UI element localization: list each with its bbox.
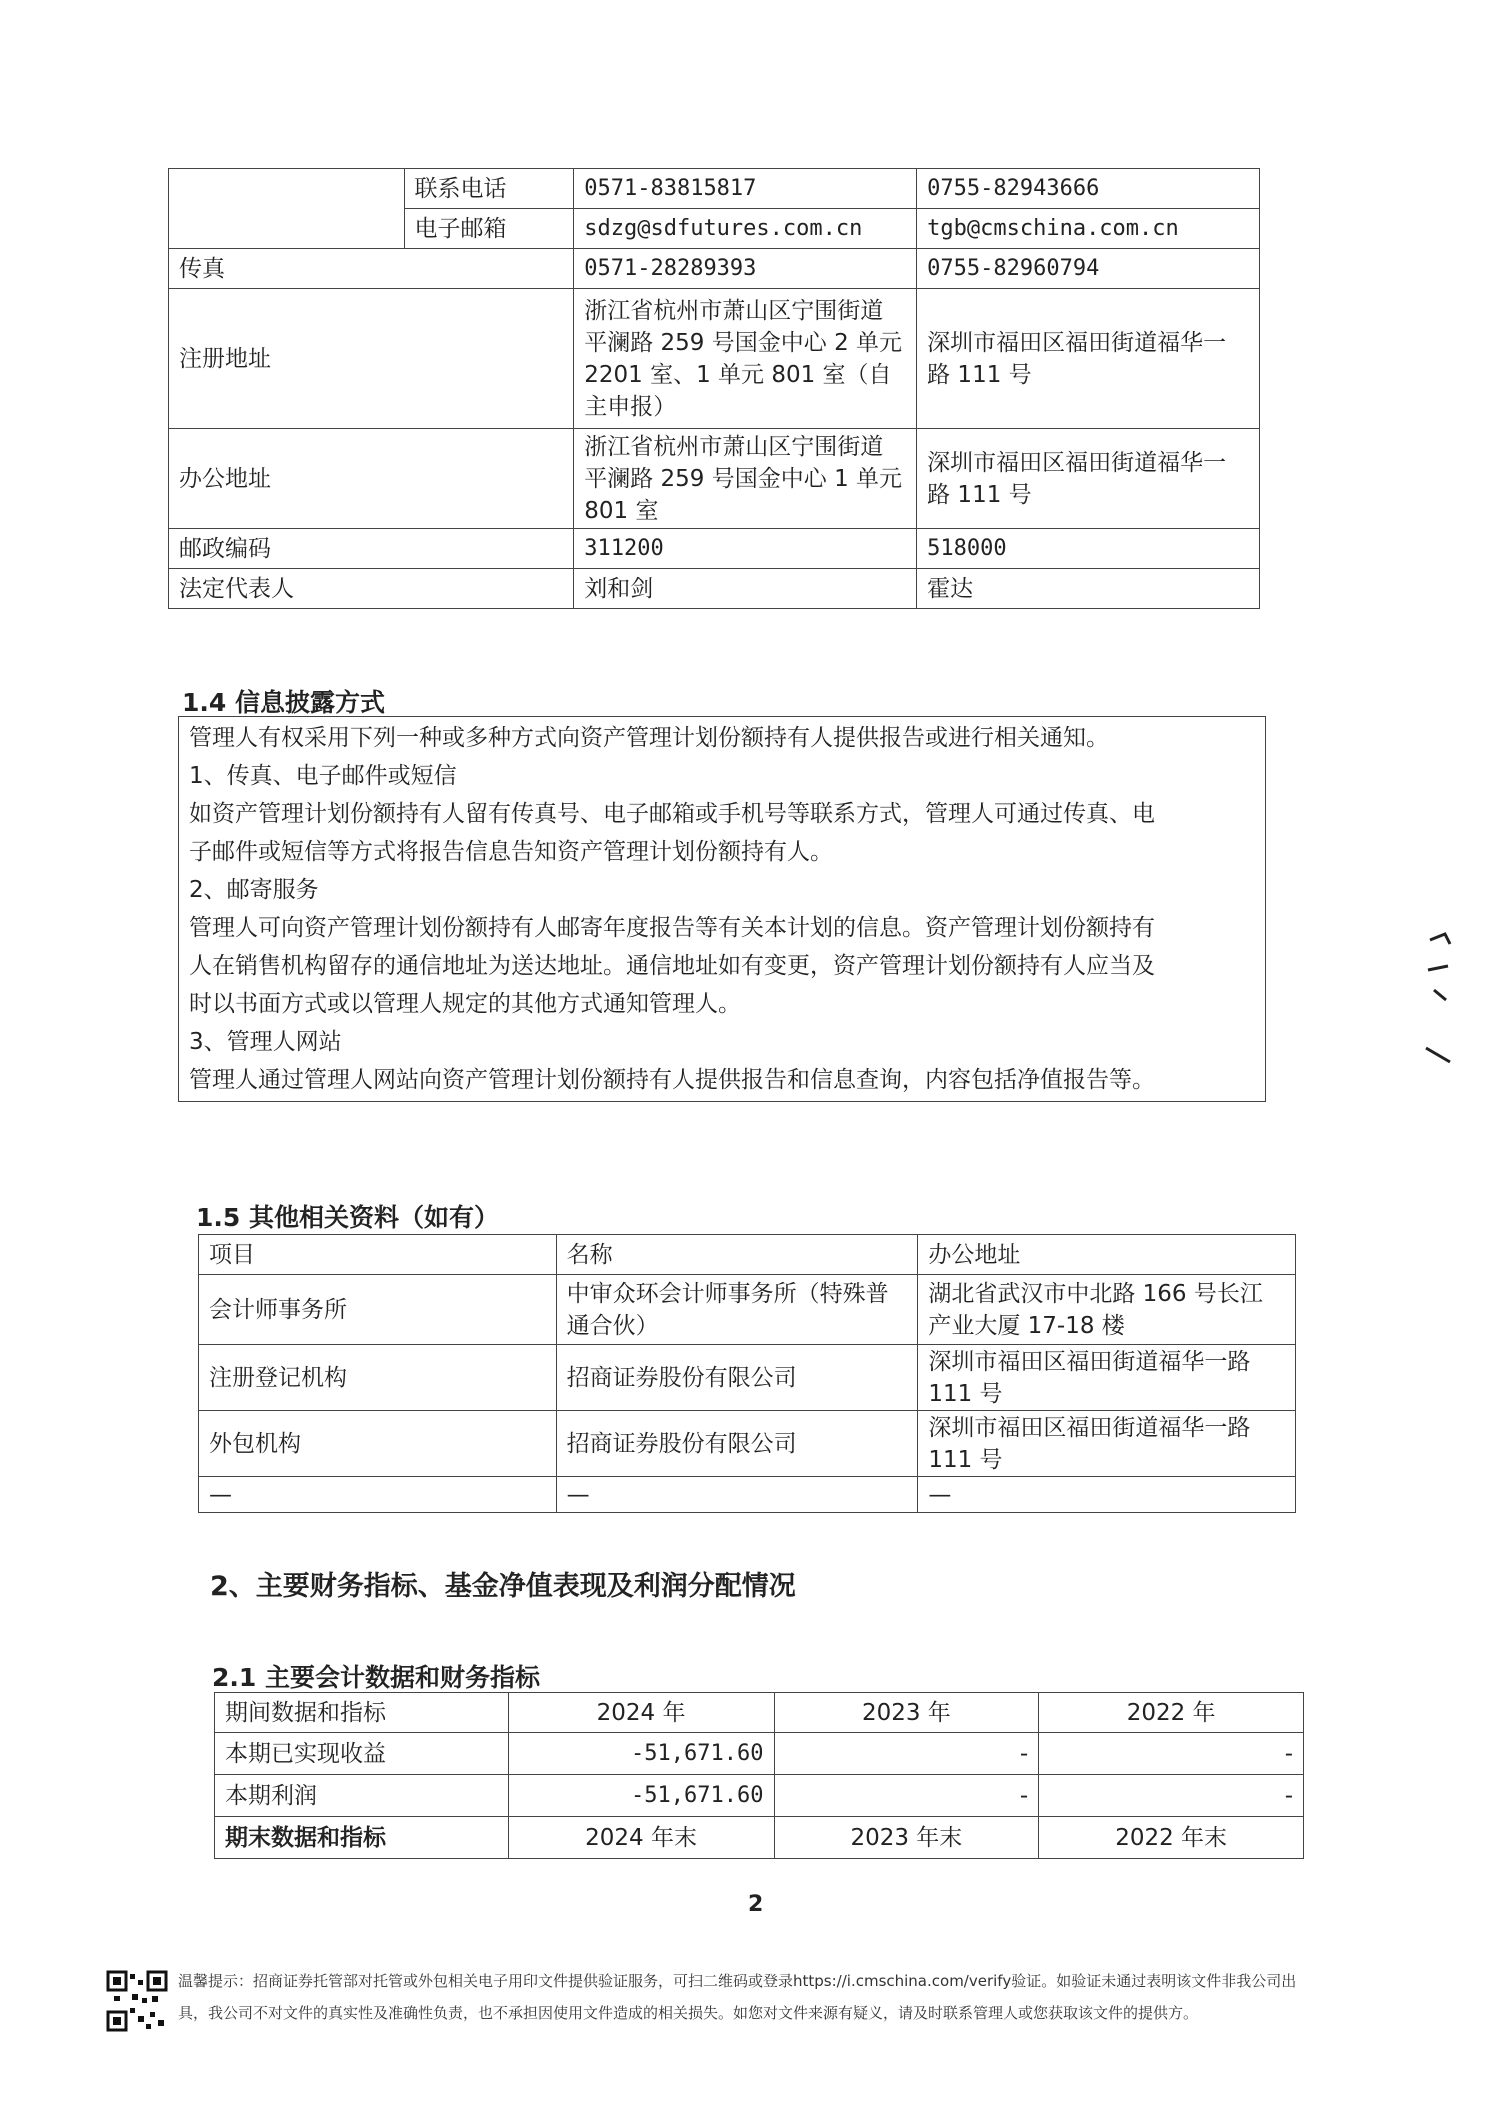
custodian-phone: 0755-82943666 [917,169,1260,209]
page-number: 2 [748,1892,764,1917]
col-header: 期间数据和指标 [215,1693,509,1733]
row-label: 邮政编码 [169,529,574,569]
disclosure-box [178,716,1266,1102]
manager-office-address: 浙江省杭州市萧山区宁围街道平澜路 259 号国金中心 1 单元 801 室 [574,429,917,529]
disclosure-line: 2、邮寄服务 [189,877,319,903]
footer-notice-line-2: 具，我公司不对文件的真实性及准确性负责，也不承担因使用文件造成的相关损失。如您对文件来源有疑义，请及时联系管理人或您获取该文件的提供方。 [178,2004,1199,2022]
section-heading-1-5: 1.5 其他相关资料（如有） [196,1203,499,1232]
row-label: 办公地址 [169,429,574,529]
custodian-postcode: 518000 [917,529,1260,569]
disclosure-line: 时以书面方式或以管理人规定的其他方式通知管理人。 [189,991,741,1017]
custodian-registered-address: 深圳市福田区福田街道福华一路 111 号 [917,289,1260,429]
item-cell: 外包机构 [199,1411,557,1477]
manager-legal-rep: 刘和剑 [574,569,917,609]
manager-registered-address: 浙江省杭州市萧山区宁围街道平澜路 259 号国金中心 2 单元 2201 室、1 单元 801 室（自主申报） [574,289,917,429]
custodian-legal-rep: 霍达 [917,569,1260,609]
col-header: 2022 年末 [1039,1817,1304,1859]
value-2024: -51,671.60 [508,1733,774,1775]
name-cell: — [556,1477,918,1513]
section-heading-2-1: 2.1 主要会计数据和财务指标 [212,1663,540,1692]
col-header: 2023 年末 [774,1817,1039,1859]
disclosure-line: 如资产管理计划份额持有人留有传真号、电子邮箱或手机号等联系方式，管理人可通过传真、电 [189,801,1155,827]
contact-table [168,168,1260,609]
item-cell: 会计师事务所 [199,1275,557,1345]
col-header: 名称 [556,1235,918,1275]
value-2022: - [1039,1733,1304,1775]
manager-phone: 0571-83815817 [574,169,917,209]
row-label: 期末数据和指标 [215,1817,509,1859]
row-label: 传真 [169,249,574,289]
col-header: 2023 年 [774,1693,1039,1733]
address-cell: 湖北省武汉市中北路 166 号长江产业大厦 17-18 楼 [918,1275,1296,1345]
manager-postcode: 311200 [574,529,917,569]
name-cell: 中审众环会计师事务所（特殊普通合伙） [556,1275,918,1345]
value-2024: -51,671.60 [508,1775,774,1817]
address-cell: 深圳市福田区福田街道福华一路 111 号 [918,1345,1296,1411]
row-label: 电子邮箱 [404,209,574,249]
name-cell: 招商证券股份有限公司 [556,1345,918,1411]
section-heading-1-4: 1.4 信息披露方式 [182,688,385,717]
col-header: 办公地址 [918,1235,1296,1275]
qr-code-icon [106,1970,168,2032]
financial-table [214,1692,1304,1859]
col-header: 2024 年末 [508,1817,774,1859]
section-heading-2: 2、主要财务指标、基金净值表现及利润分配情况 [210,1571,796,1602]
row-label: 本期已实现收益 [215,1733,509,1775]
disclosure-line: 人在销售机构留存的通信地址为送达地址。通信地址如有变更，资产管理计划份额持有人应当及 [189,953,1155,979]
scan-mark [1420,930,1460,1070]
col-header: 项目 [199,1235,557,1275]
row-label: 联系电话 [404,169,574,209]
item-cell: 注册登记机构 [199,1345,557,1411]
disclosure-line: 子邮件或短信等方式将报告信息告知资产管理计划份额持有人。 [189,839,833,865]
address-cell: — [918,1477,1296,1513]
footer-notice-line-1: 温馨提示：招商证券托管部对托管或外包相关电子用印文件提供验证服务，可扫二维码或登录https://i.cmschina.com/verify验证。如验证未通过表明该文件非我公司出 [178,1972,1297,1990]
col-header: 2022 年 [1039,1693,1304,1733]
value-2022: - [1039,1775,1304,1817]
value-2023: - [774,1775,1039,1817]
custodian-email: tgb@cmschina.com.cn [917,209,1260,249]
disclosure-line: 管理人可向资产管理计划份额持有人邮寄年度报告等有关本计划的信息。资产管理计划份额持有 [189,915,1155,941]
item-cell: — [199,1477,557,1513]
name-cell: 招商证券股份有限公司 [556,1411,918,1477]
value-2023: - [774,1733,1039,1775]
address-cell: 深圳市福田区福田街道福华一路 111 号 [918,1411,1296,1477]
disclosure-line: 1、传真、电子邮件或短信 [189,763,457,789]
row-label: 法定代表人 [169,569,574,609]
custodian-fax: 0755-82960794 [917,249,1260,289]
col-header: 2024 年 [508,1693,774,1733]
row-label: 本期利润 [215,1775,509,1817]
disclosure-line: 管理人通过管理人网站向资产管理计划份额持有人提供报告和信息查询，内容包括净值报告等。 [189,1067,1155,1093]
manager-fax: 0571-28289393 [574,249,917,289]
disclosure-line: 管理人有权采用下列一种或多种方式向资产管理计划份额持有人提供报告或进行相关通知。 [189,725,1109,751]
row-label: 注册地址 [169,289,574,429]
table-cell-blank [169,169,405,249]
disclosure-line: 3、管理人网站 [189,1029,342,1055]
custodian-office-address: 深圳市福田区福田街道福华一路 111 号 [917,429,1260,529]
other-info-table [198,1234,1296,1513]
manager-email: sdzg@sdfutures.com.cn [574,209,917,249]
